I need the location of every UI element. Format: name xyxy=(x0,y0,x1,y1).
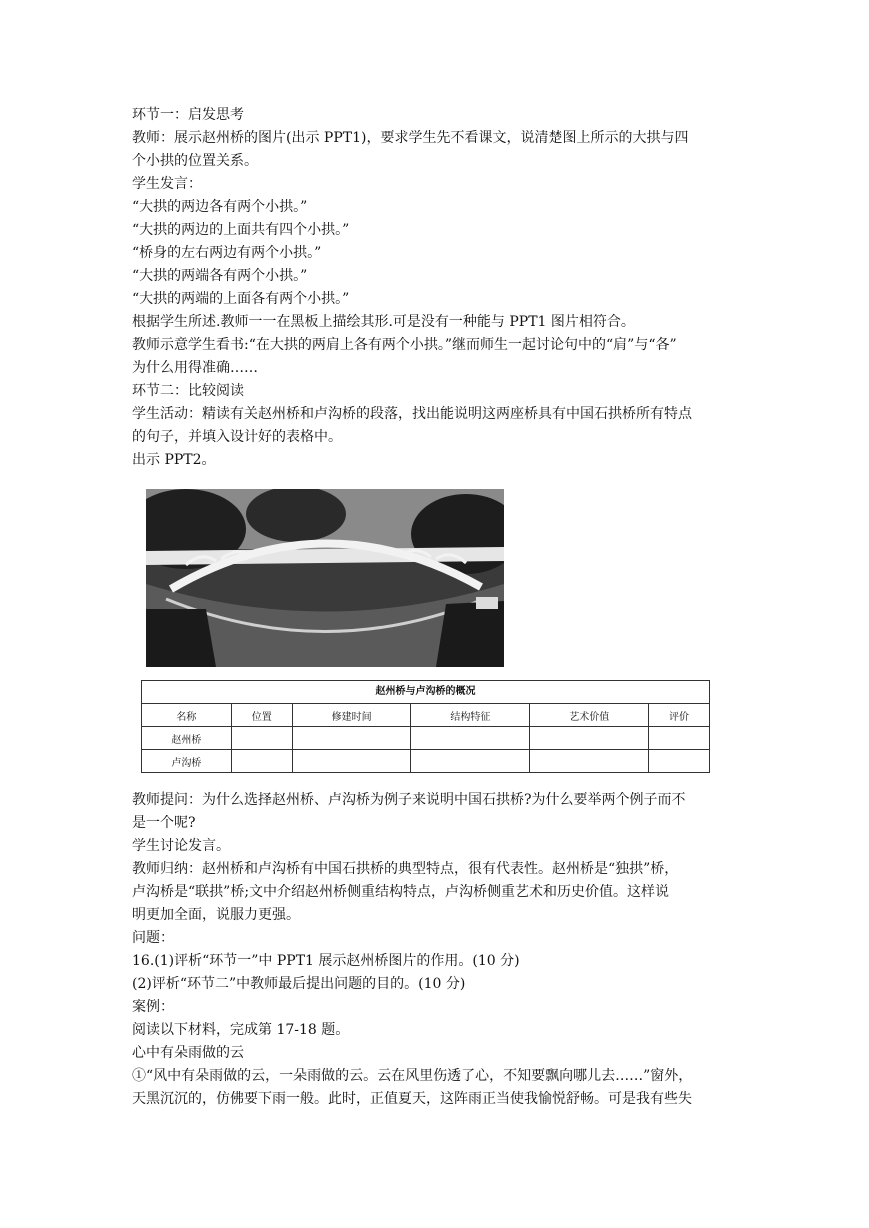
teacher-question-line1: 教师提问：为什么选择赵州桥、卢沟桥为例子来说明中国石拱桥?为什么要举两个例子而不 xyxy=(132,792,686,808)
table-header-cell: 位置 xyxy=(231,704,292,727)
zhaozhou-bridge-photo xyxy=(146,489,504,667)
bridge-overview-table xyxy=(141,680,710,773)
table-cell xyxy=(649,750,710,773)
teacher-summary-line1: 教师归纳：赵州桥和卢沟桥有中国石拱桥的典型特点，很有代表性。赵州桥是“独拱”桥， xyxy=(132,861,679,877)
story-title: 心中有朵雨做的云 xyxy=(132,1045,244,1061)
student-discussion: 学生讨论发言。 xyxy=(132,838,230,854)
table-cell: 赵州桥 xyxy=(142,727,232,750)
table-cell xyxy=(292,750,411,773)
section1-title: 环节一：启发思考 xyxy=(132,107,244,123)
table-header-cell: 评价 xyxy=(649,704,710,727)
table-cell xyxy=(649,727,710,750)
table-header-cell: 艺术价值 xyxy=(530,704,649,727)
table-cell xyxy=(411,750,530,773)
table-cell: 卢沟桥 xyxy=(142,750,232,773)
table-header-cell: 结构特征 xyxy=(411,704,530,727)
case-label: 案例： xyxy=(132,999,174,1015)
student-activity-line1: 学生活动：精读有关赵州桥和卢沟桥的段落，找出能说明这两座桥具有中国石拱桥所有特点 xyxy=(132,406,692,422)
table-caption: 赵州桥与卢沟桥的概况 xyxy=(141,680,710,703)
story-line2: 天黑沉沉的，仿佛要下雨一般。此时，正值夏天，这阵雨正当使我愉悦舒畅。可是我有些失 xyxy=(132,1091,692,1107)
teacher-instruction-line2: 个小拱的位置关系。 xyxy=(132,153,258,169)
table-cell xyxy=(411,727,530,750)
table-row xyxy=(142,727,710,750)
questions-label: 问题： xyxy=(132,930,174,946)
student-activity-line2: 的句子，并填入设计好的表格中。 xyxy=(132,429,342,445)
teacher-draw-line: 根据学生所述.教师一一在黑板上描绘其形.可是没有一种能与 PPT1 图片相符合。 xyxy=(132,314,635,330)
table-cell xyxy=(231,750,292,773)
student-quote: “桥身的左右两边有两个小拱。” xyxy=(132,245,322,261)
table-header-cell: 名称 xyxy=(142,704,232,727)
student-quote: “大拱的两边的上面共有四个小拱。” xyxy=(132,222,350,238)
story-line1: ①“风中有朵雨做的云，一朵雨做的云。云在风里伤透了心，不知要飘向哪儿去……”窗外， xyxy=(132,1068,693,1084)
table-row xyxy=(142,750,710,773)
teacher-hint-line2: 为什么用得准确…… xyxy=(132,360,258,376)
students-label: 学生发言： xyxy=(132,176,202,192)
student-quote: “大拱的两端的上面各有两个小拱。” xyxy=(132,291,350,307)
question-16-2: (2)评析“环节二”中教师最后提出问题的目的。(10 分) xyxy=(132,976,466,992)
table-cell xyxy=(292,727,411,750)
table-cell xyxy=(530,727,649,750)
reading-instruction: 阅读以下材料，完成第 17-18 题。 xyxy=(132,1022,350,1038)
teacher-hint-line1: 教师示意学生看书:“在大拱的两肩上各有两个小拱。”继而师生一起讨论句中的“肩”与“各” xyxy=(132,337,677,353)
table-header-cell: 修建时间 xyxy=(292,704,411,727)
teacher-summary-line3: 明更加全面，说服力更强。 xyxy=(132,907,300,923)
teacher-question-line2: 是一个呢? xyxy=(132,815,196,831)
table-header-row xyxy=(142,704,710,727)
teacher-instruction-line1: 教师：展示赵州桥的图片(出示 PPT1)，要求学生先不看课文，说清楚图上所示的大拱与四 xyxy=(132,130,689,146)
student-quote: “大拱的两边各有两个小拱。” xyxy=(132,199,308,215)
question-16-1: 16.(1)评析“环节一”中 PPT1 展示赵州桥图片的作用。(10 分) xyxy=(132,953,520,969)
teacher-summary-line2: 卢沟桥是“联拱”桥;文中介绍赵州桥侧重结构特点，卢沟桥侧重艺术和历史价值。这样说 xyxy=(132,884,670,900)
show-ppt2-line: 出示 PPT2。 xyxy=(132,452,216,468)
table-cell xyxy=(231,727,292,750)
student-quote: “大拱的两端各有两个小拱。” xyxy=(132,268,308,284)
section2-title: 环节二：比较阅读 xyxy=(132,383,244,399)
table-cell xyxy=(530,750,649,773)
